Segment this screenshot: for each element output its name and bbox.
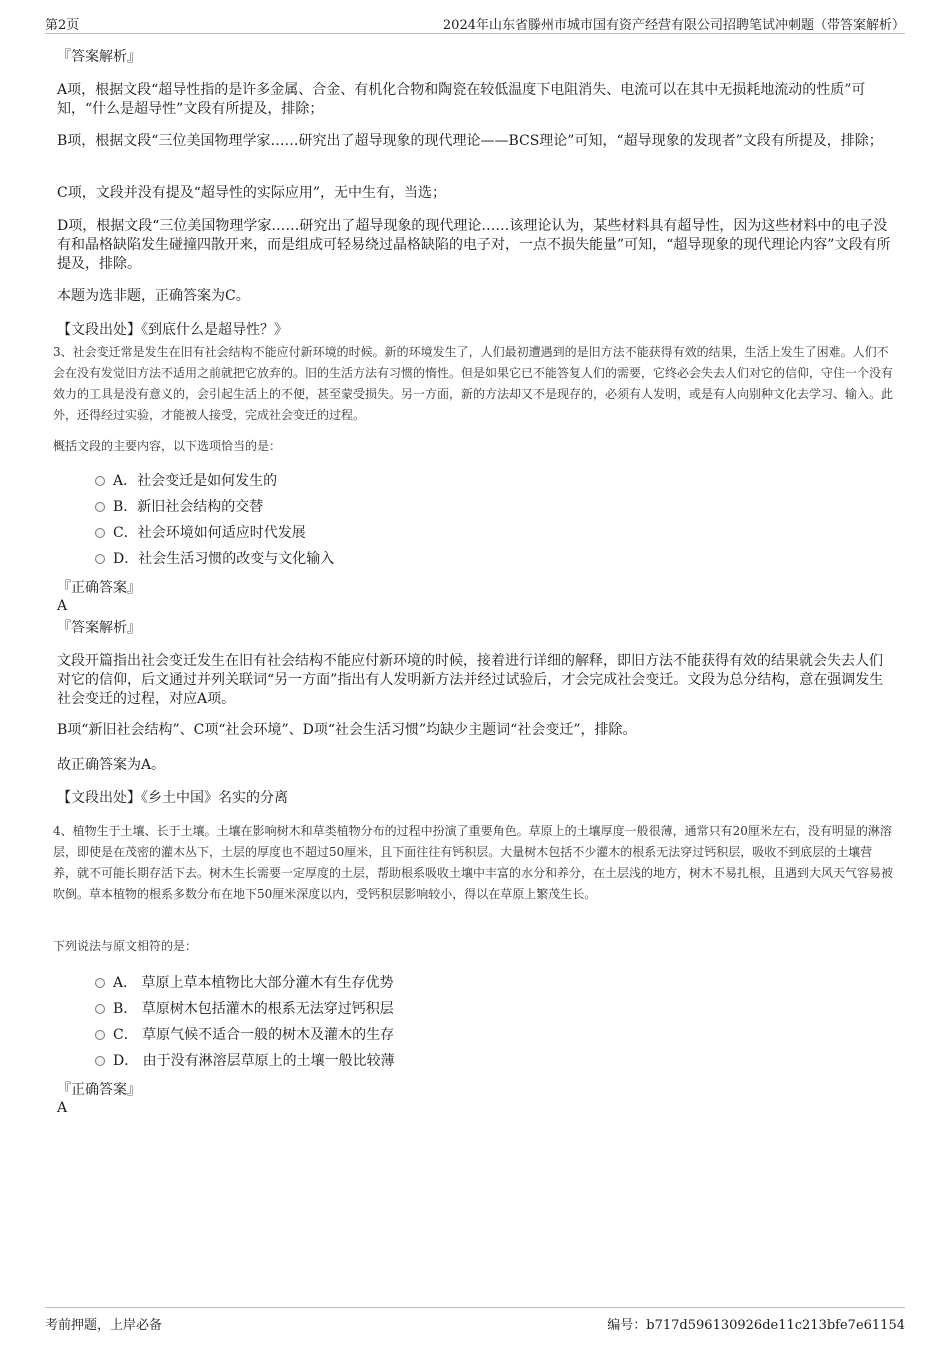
analysis-para-c: C项，文段并没有提及“超导性的实际应用”，无中生有，当选； [57,185,447,201]
page-number: 第2页 [45,18,80,33]
conclusion: 故正确答案为A。 [57,757,166,773]
question-prompt: 概括文段的主要内容，以下选项恰当的是： [53,439,282,453]
answer-label: 『正确答案』 [57,1082,141,1098]
option-d[interactable]: D．社会生活习惯的改变与文化输入 [95,549,334,569]
option-b[interactable]: B． 草原树木包括灌木的根系无法穿过钙积层 [95,999,394,1019]
answer-value: A [57,598,68,614]
answer-value: A [57,1100,68,1116]
radio-icon[interactable] [95,1004,105,1014]
option-c[interactable]: C．社会环境如何适应时代发展 [95,523,306,543]
option-a[interactable]: A． 草原上草本植物比大部分灌木有生存优势 [95,973,394,993]
option-a[interactable]: A．社会变迁是如何发生的 [95,471,277,491]
conclusion: 本题为选非题，正确答案为C。 [57,288,250,304]
option-d[interactable]: D． 由于没有淋溶层草原上的土壤一般比较薄 [95,1051,395,1071]
radio-icon[interactable] [95,502,105,512]
page-header [45,12,905,34]
analysis-para: B项“新旧社会结构”、C项“社会环境”、D项“社会生活习惯”均缺少主题词“社会变迁”，排除。 [57,722,637,738]
radio-icon[interactable] [95,554,105,564]
analysis-para-a: A项，根据文段“超导性指的是许多金属、合金、有机化合物和陶瓷在较低温度下电阻消失、电流可以在其中无损耗地流动的性质”可知，“什么是超导性”文段有所提及，排除； [57,82,866,117]
option-b[interactable]: B．新旧社会结构的交替 [95,497,263,517]
question-stem: 3、社会变迁常是发生在旧有社会结构不能应付新环境的时候。新的环境发生了，人们最初遭遇到的是旧方法不能获得有效的结果，生活上发生了困难。人们不会在没有发觉旧方法不适用之前就把它放弃的。旧的生活方法有习惯的惰性。但是如果它已不能答复人们的需要，它终必会失去人们对它的信仰，守住一个没有效力的工具是没有意义的，会引起生活上的不便，甚至蒙受损失。另一方面，新的方法却又不是现存的，必须有人发明，或是有人向别种文化去学习、输入。此外，还得经过实验，才能被人接受，完成社会变迁的过程。 [53,345,894,422]
analysis-label: 『答案解析』 [57,620,141,636]
page-footer [45,1307,905,1331]
source: 【文段出处】《到底什么是超导性？》 [57,322,288,338]
document-code: 编号：b717d596130926de11c213bfe7e61154 [607,1318,905,1333]
analysis-para: 文段开篇指出社会变迁发生在旧有社会结构不能应付新环境的时候，接着进行详细的解释，即旧方法不能获得有效的结果就会失去人们对它的信仰，后文通过并列关联词“另一方面”指出有人发明新方法并经过试验后，才会完成社会变迁。文段为总分结构，意在强调发生社会变迁的过程，对应A项。 [57,653,884,707]
radio-icon[interactable] [95,1030,105,1040]
analysis-label: 『答案解析』 [57,49,141,65]
analysis-para-d: D项，根据文段“三位美国物理学家……研究出了超导现象的现代理论……该理论认为，某些材料具有超导性，因为这些材料中的电子没有和晶格缺陷发生碰撞四散开来，而是组成可轻易绕过晶格缺陷的电子对，一点不损失能量”可知，“超导现象的现代理论内容”文段有所提及，排除。 [57,218,891,272]
radio-icon[interactable] [95,1056,105,1066]
radio-icon[interactable] [95,978,105,988]
analysis-para-b: B项，根据文段“三位美国物理学家……研究出了超导现象的现代理论——BCS理论”可知，“超导现象的发现者”文段有所提及，排除； [57,133,883,149]
footer-slogan: 考前押题，上岸必备 [45,1318,163,1333]
question-stem: 4、植物生于土壤、长于土壤。土壤在影响树木和草类植物分布的过程中扮演了重要角色。草原上的土壤厚度一般很薄，通常只有20厘米左右，没有明显的淋溶层，即使是在茂密的灌木丛下，土层的厚度也不超过50厘米，且下面往往有钙积层。大量树木包括不少灌木的根系无法穿过钙积层，吸收不到底层的土壤营养，就不可能长期存活下去。树木生长需要一定厚度的土层，帮助根系吸收土壤中丰富的水分和养分，在土层浅的地方，树木不易扎根，且遇到大风天气容易被吹倒。草本植物的根系多数分布在地下50厘米深度以内，受钙积层影响较小，得以在草原上繁茂生长。 [53,824,894,901]
source: 【文段出处】《乡土中国》名实的分离 [57,790,288,806]
document-title: 2024年山东省滕州市城市国有资产经营有限公司招聘笔试冲刺题（带答案解析） [442,18,905,33]
option-c[interactable]: C． 草原气候不适合一般的树木及灌木的生存 [95,1025,394,1045]
radio-icon[interactable] [95,476,105,486]
radio-icon[interactable] [95,528,105,538]
question-prompt: 下列说法与原文相符的是： [53,939,198,953]
answer-label: 『正确答案』 [57,580,141,596]
